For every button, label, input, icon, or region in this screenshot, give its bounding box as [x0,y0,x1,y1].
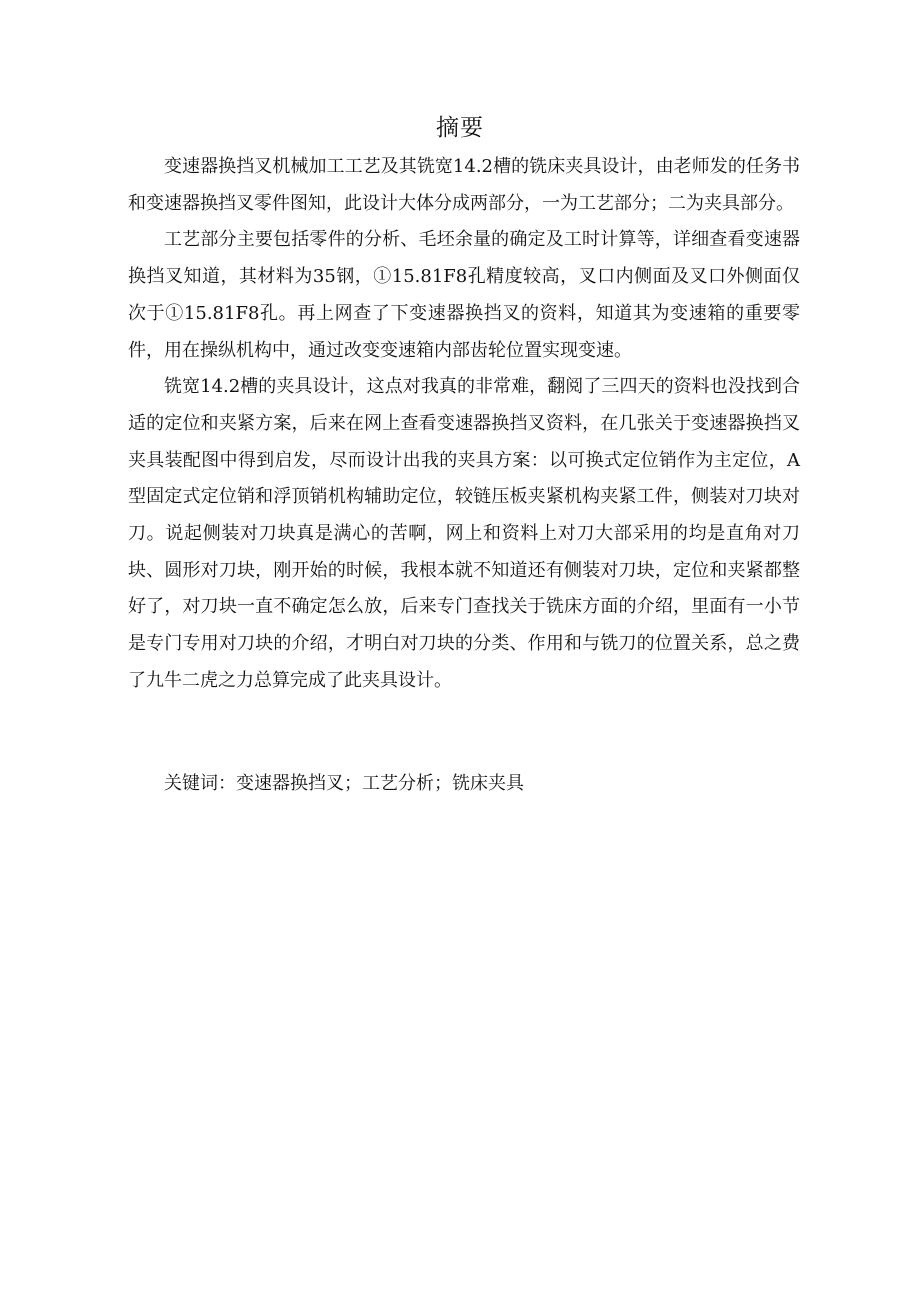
abstract-paragraph-1: 变速器换挡叉机械加工工艺及其铣宽14.2槽的铣床夹具设计，由老师发的任务书和变速器换挡叉零件图知，此设计大体分成两部分，一为工艺部分；二为夹具部分。 [128,156,800,214]
abstract-paragraph-3: 铣宽14.2槽的夹具设计，这点对我真的非常难，翻阅了三四天的资料也没找到合适的定位和夹紧方案，后来在网上查看变速器换挡叉资料，在几张关于变速器换挡叉夹具装配图中得到启发，尽而设计出我的夹具方案：以可换式定位销作为主定位，A型固定式定位销和浮顶销机构辅助定位，较链压板夹紧机构夹紧工件，侧装对刀块对刀。说起侧装对刀块真是满心的苦啊，网上和资料上对刀大部采用的均是直角对刀块、圆形对刀块，刚开始的时候，我根本就不知道还有侧装对刀块，定位和夹紧都整好了，对刀块一直不确定怎么放，后来专门查找关于铣床方面的介绍，里面有一小节是专门专用对刀块的介绍，才明白对刀块的分类、作用和与铣刀的位置关系，总之费了九牛二虎之力总算完成了此夹具设计。 [128,376,800,691]
keywords-line: 关键词：变速器换挡叉；工艺分析；铣床夹具 [164,773,524,794]
abstract-title: 摘要 [436,115,484,141]
abstract-paragraph-2: 工艺部分主要包括零件的分析、毛坯余量的确定及工时计算等，详细查看变速器换挡叉知道，其材料为35钢，①15.81F8孔精度较高，叉口内侧面及叉口外侧面仅次于①15.81F8孔。再上网查了下变速器换挡叉的资料，知道其为变速箱的重要零件，用在操纵机构中，通过改变变速箱内部齿轮位置实现变速。 [128,229,800,361]
abstract-body [128,149,800,700]
